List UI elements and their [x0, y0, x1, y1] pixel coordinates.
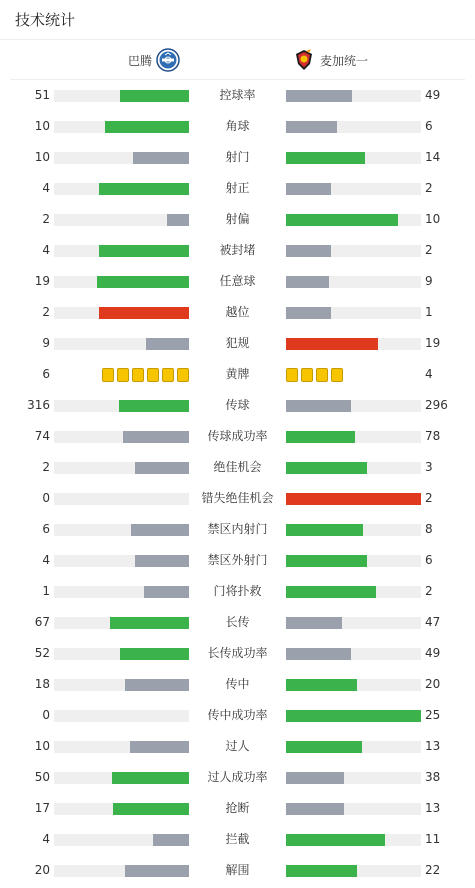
away-bar-fill — [286, 834, 385, 846]
stat-row — [0, 173, 475, 204]
home-bar-track — [54, 462, 189, 474]
home-bar-fill — [135, 462, 189, 474]
home-bar-fill — [144, 586, 189, 598]
home-bar-track — [54, 276, 189, 288]
home-value: 2 — [42, 460, 50, 474]
yellow-card-icon — [301, 368, 313, 382]
away-value: 10 — [425, 212, 441, 226]
yellow-card-icon — [117, 368, 129, 382]
away-bar-track — [286, 276, 421, 288]
home-bar-track — [54, 679, 189, 691]
home-value: 51 — [34, 88, 50, 102]
away-bar-fill — [286, 214, 398, 226]
home-bar-track — [54, 741, 189, 753]
away-bar-fill — [286, 617, 342, 629]
stat-label: 禁区内射门 — [207, 522, 268, 536]
home-value: 10 — [34, 150, 50, 164]
stat-row — [0, 204, 475, 235]
home-value: 1 — [42, 584, 50, 598]
away-value: 2 — [425, 243, 433, 257]
away-bar-track — [286, 121, 421, 133]
yellow-card-icon — [286, 368, 298, 382]
home-value: 4 — [42, 243, 50, 257]
away-bar-track — [286, 493, 421, 505]
away-bar-fill — [286, 462, 367, 474]
home-bar-fill — [99, 245, 189, 257]
home-bar-fill — [135, 555, 189, 567]
stat-row — [0, 514, 475, 545]
away-bar-fill — [286, 338, 378, 350]
stat-row — [0, 483, 475, 514]
home-bar-fill — [120, 648, 190, 660]
home-bar-track — [54, 493, 189, 505]
away-bar-track — [286, 648, 421, 660]
away-bar-fill — [286, 648, 351, 660]
away-bar-track — [286, 183, 421, 195]
home-bar-fill — [112, 772, 189, 784]
home-bar-track — [54, 617, 189, 629]
home-team-logo-icon — [156, 48, 180, 72]
away-value: 296 — [425, 398, 448, 412]
home-bar-track — [54, 307, 189, 319]
away-value: 47 — [425, 615, 441, 629]
away-value: 25 — [425, 708, 441, 722]
away-bar-fill — [286, 90, 352, 102]
home-value: 10 — [34, 119, 50, 133]
stat-label: 绝佳机会 — [213, 460, 262, 474]
away-value: 22 — [425, 863, 441, 877]
stat-row — [0, 359, 475, 390]
away-bar-fill — [286, 276, 329, 288]
yellow-card-icon — [132, 368, 144, 382]
away-bar-track — [286, 462, 421, 474]
away-value: 2 — [425, 491, 433, 505]
home-value: 67 — [34, 615, 50, 629]
home-value: 18 — [34, 677, 50, 691]
away-bar-fill — [286, 586, 376, 598]
stat-row — [0, 390, 475, 421]
home-value: 0 — [42, 491, 50, 505]
home-value: 4 — [42, 181, 50, 195]
stat-row — [0, 266, 475, 297]
away-bar-fill — [286, 555, 367, 567]
home-bar-track — [54, 772, 189, 784]
away-bar-track — [286, 245, 421, 257]
home-bar-fill — [97, 276, 189, 288]
home-bar-fill — [130, 741, 189, 753]
yellow-card-icon — [102, 368, 114, 382]
home-value: 52 — [34, 646, 50, 660]
home-bar-fill — [99, 307, 189, 319]
stats-list — [0, 80, 475, 886]
away-bar-track — [286, 617, 421, 629]
home-value: 74 — [34, 429, 50, 443]
away-bar-fill — [286, 493, 421, 505]
away-yellow-cards — [286, 368, 343, 382]
away-value: 6 — [425, 553, 433, 567]
away-bar-fill — [286, 307, 331, 319]
away-value: 8 — [425, 522, 433, 536]
home-value: 2 — [42, 212, 50, 226]
away-bar-fill — [286, 400, 351, 412]
away-value: 38 — [425, 770, 441, 784]
away-bar-fill — [286, 803, 344, 815]
home-bar-fill — [105, 121, 189, 133]
home-bar-track — [54, 183, 189, 195]
away-value: 13 — [425, 801, 441, 815]
yellow-card-icon — [177, 368, 189, 382]
home-bar-track — [54, 803, 189, 815]
stat-row — [0, 793, 475, 824]
home-bar-track — [54, 152, 189, 164]
home-bar-track — [54, 90, 189, 102]
stat-row — [0, 638, 475, 669]
away-bar-track — [286, 90, 421, 102]
home-bar-track — [54, 648, 189, 660]
home-bar-fill — [113, 803, 190, 815]
stat-label: 黄牌 — [225, 367, 250, 381]
home-bar-track — [54, 834, 189, 846]
away-bar-fill — [286, 710, 421, 722]
home-value: 2 — [42, 305, 50, 319]
away-bar-track — [286, 338, 421, 350]
home-value: 6 — [42, 522, 50, 536]
stat-label: 门将扑救 — [213, 584, 262, 598]
away-bar-track — [286, 710, 421, 722]
stat-label: 角球 — [225, 119, 250, 133]
stat-row — [0, 855, 475, 886]
away-value: 2 — [425, 584, 433, 598]
away-value: 78 — [425, 429, 441, 443]
yellow-card-icon — [331, 368, 343, 382]
stat-label: 被封堵 — [219, 243, 256, 257]
away-bar-fill — [286, 431, 355, 443]
home-bar-fill — [146, 338, 189, 350]
away-value: 6 — [425, 119, 433, 133]
away-value: 4 — [425, 367, 433, 381]
yellow-card-icon — [162, 368, 174, 382]
away-value: 9 — [425, 274, 433, 288]
home-value: 19 — [34, 274, 50, 288]
stat-label: 传中成功率 — [207, 708, 268, 722]
away-bar-track — [286, 865, 421, 877]
away-value: 49 — [425, 646, 441, 660]
home-bar-fill — [119, 400, 189, 412]
home-value: 17 — [34, 801, 50, 815]
stat-label: 过人成功率 — [207, 770, 268, 784]
away-bar-track — [286, 834, 421, 846]
stat-row — [0, 297, 475, 328]
away-bar-fill — [286, 772, 344, 784]
home-bar-fill — [110, 617, 189, 629]
home-bar-track — [54, 555, 189, 567]
home-value: 50 — [34, 770, 50, 784]
away-bar-track — [286, 555, 421, 567]
home-bar-fill — [167, 214, 190, 226]
home-bar-track — [54, 524, 189, 536]
home-team[interactable] — [128, 48, 180, 72]
home-value: 316 — [27, 398, 50, 412]
home-bar-track — [54, 710, 189, 722]
stat-row — [0, 142, 475, 173]
home-yellow-cards — [102, 368, 189, 382]
away-bar-fill — [286, 524, 363, 536]
stat-label: 射正 — [225, 181, 250, 195]
away-team-logo-icon — [292, 48, 316, 72]
away-team[interactable] — [292, 48, 368, 72]
stat-row — [0, 731, 475, 762]
away-bar-fill — [286, 741, 362, 753]
stat-row — [0, 80, 475, 111]
home-bar-fill — [123, 431, 189, 443]
home-value: 20 — [34, 863, 50, 877]
away-value: 11 — [425, 832, 441, 846]
away-bar-track — [286, 400, 421, 412]
away-bar-track — [286, 431, 421, 443]
away-bar-track — [286, 214, 421, 226]
stat-row — [0, 111, 475, 142]
away-bar-track — [286, 524, 421, 536]
home-bar-track — [54, 586, 189, 598]
stat-row — [0, 824, 475, 855]
stat-label: 解围 — [225, 863, 250, 877]
home-bar-fill — [131, 524, 189, 536]
home-bar-fill — [125, 679, 189, 691]
stat-row — [0, 328, 475, 359]
yellow-card-icon — [316, 368, 328, 382]
stat-row — [0, 452, 475, 483]
stat-label: 射门 — [225, 150, 250, 164]
stat-label: 传中 — [225, 677, 250, 691]
home-team-name: 巴腾 — [127, 53, 152, 68]
section-title: 技术统计 — [0, 0, 475, 40]
stat-row — [0, 545, 475, 576]
away-bar-fill — [286, 245, 331, 257]
away-value: 13 — [425, 739, 441, 753]
home-value: 9 — [42, 336, 50, 350]
away-bar-track — [286, 741, 421, 753]
stat-row — [0, 762, 475, 793]
home-bar-track — [54, 865, 189, 877]
away-value: 1 — [425, 305, 433, 319]
away-value: 14 — [425, 150, 441, 164]
home-bar-track — [54, 121, 189, 133]
stat-label: 长传成功率 — [207, 646, 268, 660]
stat-label: 抢断 — [225, 801, 250, 815]
home-bar-track — [54, 400, 189, 412]
home-value: 6 — [42, 367, 50, 381]
home-bar-fill — [133, 152, 189, 164]
away-bar-track — [286, 586, 421, 598]
stat-row — [0, 700, 475, 731]
away-value: 3 — [425, 460, 433, 474]
stat-label: 错失绝佳机会 — [201, 491, 274, 505]
home-bar-track — [54, 431, 189, 443]
away-bar-track — [286, 152, 421, 164]
away-bar-track — [286, 679, 421, 691]
stat-label: 拦截 — [225, 832, 250, 846]
stat-row — [0, 669, 475, 700]
stat-row — [0, 421, 475, 452]
away-value: 49 — [425, 88, 441, 102]
away-value: 19 — [425, 336, 441, 350]
away-bar-fill — [286, 865, 357, 877]
stat-label: 控球率 — [219, 88, 256, 102]
teams-header — [10, 40, 465, 80]
stat-row — [0, 576, 475, 607]
stat-label: 长传 — [225, 615, 250, 629]
stat-label: 禁区外射门 — [207, 553, 268, 567]
home-value: 0 — [42, 708, 50, 722]
away-bar-fill — [286, 183, 331, 195]
stat-label: 传球 — [225, 398, 250, 412]
home-value: 4 — [42, 832, 50, 846]
away-bar-fill — [286, 679, 357, 691]
home-bar-fill — [153, 834, 189, 846]
home-value: 4 — [42, 553, 50, 567]
stat-label: 犯规 — [225, 336, 250, 350]
home-value: 10 — [34, 739, 50, 753]
stat-label: 传球成功率 — [207, 429, 268, 443]
home-bar-fill — [120, 90, 189, 102]
stat-label: 过人 — [225, 739, 250, 753]
away-value: 2 — [425, 181, 433, 195]
away-bar-fill — [286, 121, 337, 133]
stat-label: 越位 — [225, 305, 250, 319]
stat-label: 射偏 — [225, 212, 250, 226]
yellow-card-icon — [147, 368, 159, 382]
stat-row — [0, 235, 475, 266]
home-bar-track — [54, 214, 189, 226]
away-value: 20 — [425, 677, 441, 691]
away-bar-track — [286, 307, 421, 319]
away-bar-track — [286, 772, 421, 784]
home-bar-track — [54, 245, 189, 257]
away-bar-fill — [286, 152, 365, 164]
home-bar-track — [54, 338, 189, 350]
stat-label: 任意球 — [219, 274, 256, 288]
stat-row — [0, 607, 475, 638]
home-bar-fill — [99, 183, 189, 195]
home-bar-fill — [125, 865, 189, 877]
away-bar-track — [286, 803, 421, 815]
away-team-name: 麦加统一 — [320, 53, 369, 68]
